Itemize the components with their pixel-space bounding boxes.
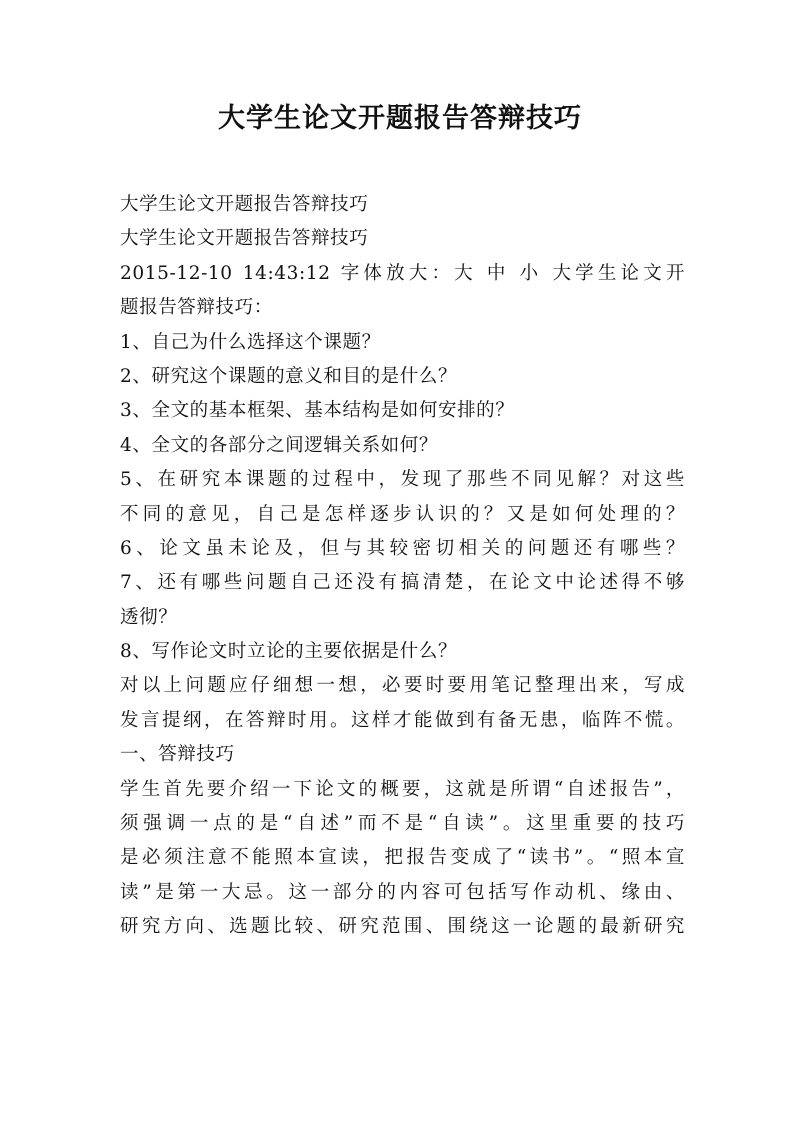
list-item: 不同的意见，自己是怎样逐步认识的？又是如何处理的？ — [120, 503, 685, 525]
list-item: 透彻？ — [120, 606, 178, 628]
paragraph-line: 是必须注意不能照本宣读，把报告变成了“读书”。“照本宣 — [120, 847, 685, 869]
list-item: 1、自己为什么选择这个课题？ — [120, 331, 381, 353]
paragraph-line: 大学生论文开题报告答辩技巧 — [120, 228, 369, 250]
paragraph-line: 题报告答辩技巧： — [120, 297, 273, 319]
list-item: 6、论文虽未论及，但与其较密切相关的问题还有哪些？ — [120, 537, 685, 559]
paragraph-line: 2015-12-10 14:43:12 字体放大：大 中 小 大学生论文开 — [120, 262, 685, 284]
paragraph-line: 大学生论文开题报告答辩技巧 — [120, 194, 369, 215]
list-item: 8、写作论文时立论的主要依据是什么？ — [120, 641, 458, 663]
document-body — [120, 188, 685, 945]
list-item: 4、全文的各部分之间逻辑关系如何？ — [120, 434, 438, 456]
section-heading: 一、答辩技巧 — [120, 744, 235, 766]
list-item: 3、全文的基本框架、基本结构是如何安排的？ — [120, 400, 515, 422]
paragraph-line: 学生首先要介绍一下论文的概要，这就是所谓“自述报告”， — [120, 778, 685, 800]
paragraph-line: 对以上问题应仔细想一想，必要时要用笔记整理出来，写成 — [120, 675, 685, 697]
paragraph-line: 须强调一点的是“自述”而不是“自读”。这里重要的技巧 — [120, 813, 685, 835]
document-title: 大学生论文开题报告答辩技巧 — [218, 103, 582, 134]
paragraph-line: 研究方向、选题比较、研究范围、围绕这一论题的最新研究 — [120, 916, 685, 938]
list-item: 5、在研究本课题的过程中，发现了那些不同见解？对这些 — [120, 469, 685, 491]
paragraph-line: 发言提纲，在答辩时用。这样才能做到有备无患，临阵不慌。 — [120, 709, 685, 731]
paragraph-line: 读”是第一大忌。这一部分的内容可包括写作动机、缘由、 — [120, 881, 685, 903]
list-item: 2、研究这个课题的意义和目的是什么？ — [120, 365, 458, 387]
list-item: 7、还有哪些问题自己还没有搞清楚，在论文中论述得不够 — [120, 572, 685, 594]
